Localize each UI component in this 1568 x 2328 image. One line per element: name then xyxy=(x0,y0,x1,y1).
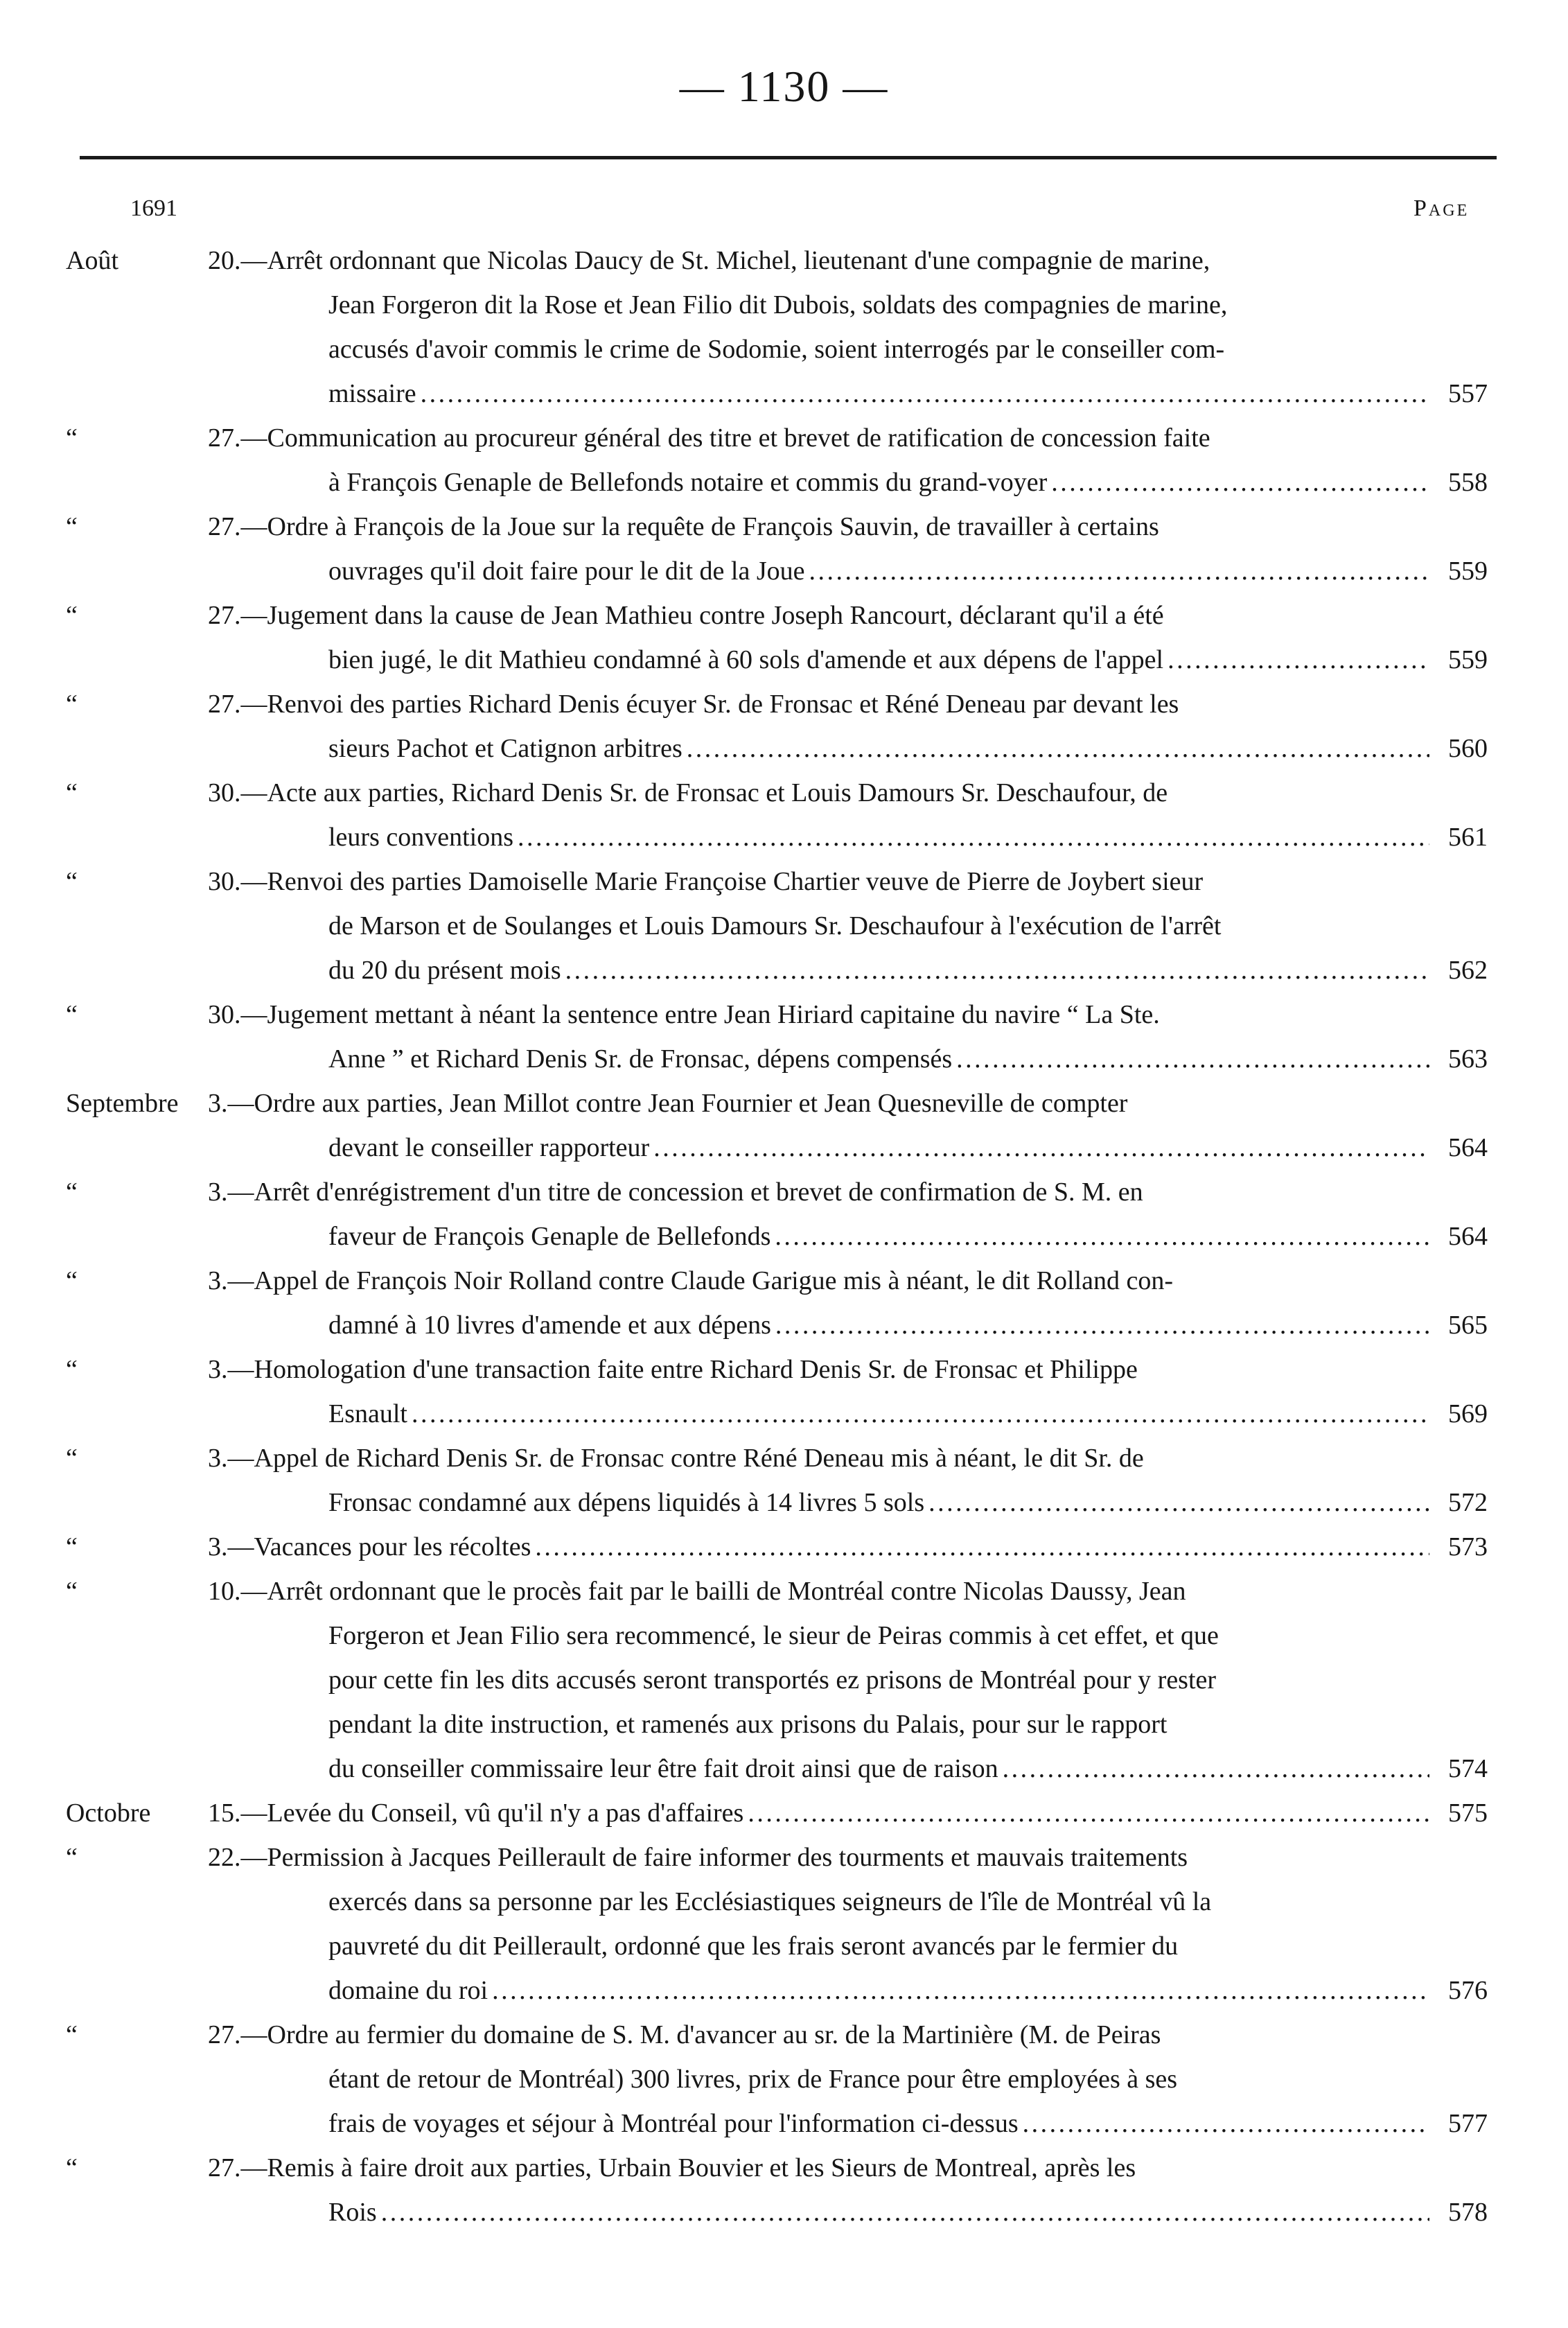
entry-separator: .— xyxy=(221,1089,254,1118)
entry xyxy=(0,1259,1568,1347)
entry-last-line xyxy=(328,1126,1434,1170)
entry-month: “ xyxy=(66,1577,78,1606)
entry-month: “ xyxy=(66,1355,78,1384)
entry-text: Esnault xyxy=(328,1399,407,1428)
entry-separator: .— xyxy=(234,1000,267,1029)
entry-line xyxy=(0,238,1568,283)
dot-leader xyxy=(1023,2101,1429,2146)
entry-text: du conseiller commissaire leur être fait droit ainsi que de raison xyxy=(328,1754,998,1783)
entry-separator: .— xyxy=(221,1266,254,1295)
entry-day: 3 xyxy=(208,1089,221,1118)
page-reference: 557 xyxy=(1448,379,1488,408)
page-reference: 560 xyxy=(1448,734,1488,763)
entry-text: pendant la dite instruction, et ramenés aux prisons du Palais, pour sur le rapport xyxy=(328,1710,1168,1739)
entry-separator: .— xyxy=(234,601,267,630)
entry-text: Jugement mettant à néant la sentence entre Jean Hiriard capitaine du navire “ La Ste. xyxy=(267,1000,1160,1029)
entry-text: missaire xyxy=(328,379,416,408)
entry-month: “ xyxy=(66,1000,78,1029)
entry-text: Remis à faire droit aux parties, Urbain Bouvier et les Sieurs de Montreal, après les xyxy=(267,2153,1136,2182)
entry-last-line xyxy=(328,549,1434,593)
entry-last-line xyxy=(328,1303,1434,1347)
entry xyxy=(0,682,1568,771)
entry-line xyxy=(0,1525,1568,1569)
entry-separator: .— xyxy=(234,690,267,719)
entry-text: Forgeron et Jean Filio sera recommencé, le sieur de Peiras commis à cet effet, et que xyxy=(328,1621,1219,1650)
page-reference: 577 xyxy=(1448,2109,1488,2138)
entry-first-line xyxy=(208,992,1160,1037)
entry-month: “ xyxy=(66,601,78,630)
entry-text: ouvrages qu'il doit faire pour le dit de la Joue xyxy=(328,557,805,586)
entry-separator: .— xyxy=(234,2153,267,2182)
entry xyxy=(0,1170,1568,1259)
entry-last-line xyxy=(328,2190,1434,2234)
year-label: 1691 xyxy=(130,195,177,221)
entry-last-line xyxy=(328,1968,1434,2013)
entry-month: Septembre xyxy=(66,1089,179,1118)
entry-text: sieurs Pachot et Catignon arbitres xyxy=(328,734,682,763)
entry-separator: .— xyxy=(221,1355,254,1384)
entry-line xyxy=(0,1747,1568,1791)
entry-day: 27 xyxy=(208,690,234,719)
entry-line xyxy=(0,1613,1568,1658)
entry-first-line xyxy=(208,1259,1173,1303)
entry-separator: .— xyxy=(234,1843,267,1872)
entry-day: 15 xyxy=(208,1798,234,1828)
entry-last-line xyxy=(328,948,1434,992)
dot-leader xyxy=(1051,460,1429,505)
entry-last-line xyxy=(208,1525,1434,1569)
entry-month: “ xyxy=(66,1266,78,1295)
entry-text: Jean Forgeron dit la Rose et Jean Filio dit Dubois, soldats des compagnies de marine, xyxy=(328,290,1228,320)
entry-text: pour cette fin les dits accusés seront transportés ez prisons de Montréal pour y rester xyxy=(328,1665,1217,1695)
page-reference: 564 xyxy=(1448,1133,1488,1162)
entry-text: Ordre au fermier du domaine de S. M. d'avancer au sr. de la Martinière (M. de Peiras xyxy=(267,2020,1161,2049)
entry-line xyxy=(0,859,1568,904)
entry-separator: .— xyxy=(234,512,267,541)
entry-first-line xyxy=(208,2013,1161,2057)
entry xyxy=(0,2146,1568,2234)
entry-day: 27 xyxy=(208,601,234,630)
entry-line xyxy=(0,1126,1568,1170)
entry-line xyxy=(0,2146,1568,2190)
entry-last-line xyxy=(328,726,1434,771)
entry-separator: .— xyxy=(221,1178,254,1207)
page-reference: 575 xyxy=(1448,1798,1488,1828)
entry-first-line xyxy=(208,1791,743,1835)
entry-first-line xyxy=(208,238,1210,283)
entry-separator: .— xyxy=(221,1532,254,1561)
entry xyxy=(0,238,1568,416)
entry-day: 3 xyxy=(208,1266,221,1295)
entry-line xyxy=(0,505,1568,549)
entry-line xyxy=(0,682,1568,726)
entry-text: devant le conseiller rapporteur xyxy=(328,1133,650,1162)
entry-line xyxy=(0,815,1568,859)
entry-day: 27 xyxy=(208,512,234,541)
entry-line xyxy=(0,1480,1568,1525)
entry-text: à François Genaple de Bellefonds notaire et commis du grand-voyer xyxy=(328,468,1048,497)
entry-day: 20 xyxy=(208,246,234,275)
entry-day: 22 xyxy=(208,1843,234,1872)
entry-first-line xyxy=(208,1347,1138,1392)
entry-text: accusés d'avoir commis le crime de Sodomie, soient interrogés par le conseiller com- xyxy=(328,335,1225,364)
entry-month: “ xyxy=(66,1532,78,1561)
entry-text: Appel de François Noir Rolland contre Claude Garigue mis à néant, le dit Rolland con- xyxy=(254,1266,1173,1295)
entry-last-line xyxy=(328,460,1434,505)
entry-last-line xyxy=(328,2101,1434,2146)
entry-line xyxy=(0,371,1568,416)
entry-line xyxy=(0,638,1568,682)
entry-day: 27 xyxy=(208,2153,234,2182)
entry-first-line xyxy=(208,1835,1188,1880)
entry-first-line xyxy=(208,1525,531,1569)
entry-text: Anne ” et Richard Denis Sr. de Fronsac, dépens compensés xyxy=(328,1044,953,1074)
entry-last-line xyxy=(328,815,1434,859)
entry-text: Renvoi des parties Richard Denis écuyer Sr. de Fronsac et Réné Deneau par devant les xyxy=(267,690,1179,719)
entry xyxy=(0,1436,1568,1525)
entry-line xyxy=(0,1347,1568,1392)
entry-text: Fronsac condamné aux dépens liquidés à 14 livres 5 sols xyxy=(328,1488,925,1517)
page-reference: 578 xyxy=(1448,2198,1488,2227)
entry-line xyxy=(0,327,1568,371)
entry-separator: .— xyxy=(234,246,267,275)
entry-text: Jugement dans la cause de Jean Mathieu contre Joseph Rancourt, déclarant qu'il a été xyxy=(267,601,1164,630)
entry-day: 3 xyxy=(208,1355,221,1384)
page-reference: 564 xyxy=(1448,1222,1488,1251)
entry-month: “ xyxy=(66,778,78,807)
entry-text: de Marson et de Soulanges et Louis Damours Sr. Deschaufour à l'exécution de l'arrêt xyxy=(328,911,1222,940)
entry-separator: .— xyxy=(221,1444,254,1473)
entry-separator: .— xyxy=(234,1798,267,1828)
entry xyxy=(0,416,1568,505)
dot-leader xyxy=(1003,1747,1429,1791)
entry-text: étant de retour de Montréal) 300 livres, prix de France pour être employées à ses xyxy=(328,2065,1178,2094)
entry-first-line xyxy=(208,1170,1143,1214)
entry xyxy=(0,505,1568,593)
entry-month: “ xyxy=(66,2153,78,2182)
entry-text: Ordre à François de la Joue sur la requête de François Sauvin, de travailler à certains xyxy=(267,512,1159,541)
entry-month: “ xyxy=(66,423,78,453)
entry-month: Août xyxy=(66,246,118,275)
entry xyxy=(0,1081,1568,1170)
entry-line xyxy=(0,593,1568,638)
entry xyxy=(0,1569,1568,1791)
entry-text: Arrêt d'enrégistrement d'un titre de concession et brevet de confirmation de S. M. en xyxy=(254,1178,1143,1207)
header-rule xyxy=(80,156,1497,159)
entry-day: 27 xyxy=(208,2020,234,2049)
entry xyxy=(0,771,1568,859)
page-reference: 565 xyxy=(1448,1311,1488,1340)
entry-list xyxy=(0,238,1568,2234)
entry-line xyxy=(0,1968,1568,2013)
page-reference: 574 xyxy=(1448,1754,1488,1783)
dot-leader xyxy=(687,726,1429,771)
entry-month: “ xyxy=(66,2020,78,2049)
dot-leader xyxy=(565,948,1429,992)
entry-separator: .— xyxy=(234,867,267,896)
entry-text: Arrêt ordonnant que le procès fait par le bailli de Montréal contre Nicolas Daussy, Jean xyxy=(267,1577,1186,1606)
dot-leader xyxy=(518,815,1429,859)
entry-first-line xyxy=(208,593,1164,638)
entry-line xyxy=(0,992,1568,1037)
entry xyxy=(0,2013,1568,2146)
entry-text: Homologation d'une transaction faite entre Richard Denis Sr. de Fronsac et Philippe xyxy=(254,1355,1138,1384)
entry-text: domaine du roi xyxy=(328,1976,488,2005)
dot-leader xyxy=(1168,638,1429,682)
entry-separator: .— xyxy=(234,423,267,453)
entry-month: Octobre xyxy=(66,1798,151,1828)
entry-text: pauvreté du dit Peillerault, ordonné que les frais seront avancés par le fermier du xyxy=(328,1932,1179,1961)
entry xyxy=(0,1791,1568,1835)
entry-separator: .— xyxy=(234,1577,267,1606)
entry-line xyxy=(0,1924,1568,1968)
entry-line xyxy=(0,771,1568,815)
entry xyxy=(0,1835,1568,2013)
entry-last-line xyxy=(328,1214,1434,1259)
dot-leader xyxy=(492,1968,1429,2013)
entry-line xyxy=(0,1436,1568,1480)
entry-day: 27 xyxy=(208,423,234,453)
dot-leader xyxy=(412,1392,1429,1436)
entry-text: bien jugé, le dit Mathieu condamné à 60 sols d'amende et aux dépens de l'appel xyxy=(328,645,1164,674)
entry-text: exercés dans sa personne par les Ecclésiastiques seigneurs de l'île de Montréal vû la xyxy=(328,1887,1212,1916)
entry-day: 30 xyxy=(208,1000,234,1029)
entry-first-line xyxy=(208,771,1168,815)
entry-text: faveur de François Genaple de Bellefonds xyxy=(328,1222,771,1251)
page-reference: 573 xyxy=(1448,1532,1488,1561)
entry-line xyxy=(0,1658,1568,1702)
entry-line xyxy=(0,948,1568,992)
entry-separator: .— xyxy=(234,778,267,807)
entry-month: “ xyxy=(66,867,78,896)
dot-leader xyxy=(928,1480,1429,1525)
entry-line xyxy=(0,1569,1568,1613)
page-number: — 1130 — xyxy=(679,62,889,111)
page-reference: 561 xyxy=(1448,823,1488,852)
entry-text: Ordre aux parties, Jean Millot contre Jean Fournier et Jean Quesneville de compter xyxy=(254,1089,1128,1118)
entry xyxy=(0,1347,1568,1436)
entry-line xyxy=(0,2057,1568,2101)
entry-line xyxy=(0,1880,1568,1924)
entry-line xyxy=(0,1214,1568,1259)
entry-first-line xyxy=(208,1081,1127,1126)
entry-text: damné à 10 livres d'amende et aux dépens xyxy=(328,1311,771,1340)
entry-line xyxy=(0,549,1568,593)
entry-line xyxy=(0,1791,1568,1835)
entry-last-line xyxy=(328,1392,1434,1436)
entry-text: Renvoi des parties Damoiselle Marie Françoise Chartier veuve de Pierre de Joybert sieur xyxy=(267,867,1204,896)
entry-day: 10 xyxy=(208,1577,234,1606)
entry-first-line xyxy=(208,505,1159,549)
page-reference: 559 xyxy=(1448,557,1488,586)
entry-line xyxy=(0,1037,1568,1081)
dot-leader xyxy=(653,1126,1429,1170)
page-reference: 562 xyxy=(1448,956,1488,985)
entry-line xyxy=(0,460,1568,505)
entry-text: Vacances pour les récoltes xyxy=(254,1532,531,1561)
entry-line xyxy=(0,283,1568,327)
entry-line xyxy=(0,416,1568,460)
entry-line xyxy=(0,1392,1568,1436)
entry-month: “ xyxy=(66,690,78,719)
entry-text: Appel de Richard Denis Sr. de Fronsac contre Réné Deneau mis à néant, le dit Sr. de xyxy=(254,1444,1144,1473)
entry-first-line xyxy=(208,1569,1186,1613)
dot-leader xyxy=(956,1037,1429,1081)
entry xyxy=(0,992,1568,1081)
entry-line xyxy=(0,2101,1568,2146)
entry-first-line xyxy=(208,682,1179,726)
entry-line xyxy=(0,1081,1568,1126)
entry-text: leurs conventions xyxy=(328,823,514,852)
page-column-label: Page xyxy=(1413,195,1470,221)
entry xyxy=(0,859,1568,992)
entry-day: 3 xyxy=(208,1532,221,1561)
entry-line xyxy=(0,1259,1568,1303)
dot-leader xyxy=(775,1214,1429,1259)
entry-line xyxy=(0,2013,1568,2057)
entry-separator: .— xyxy=(234,2020,267,2049)
entry-line xyxy=(0,904,1568,948)
page-reference: 559 xyxy=(1448,645,1488,674)
page-reference: 572 xyxy=(1448,1488,1488,1517)
entry-line xyxy=(0,1303,1568,1347)
entry-day: 30 xyxy=(208,778,234,807)
entry-line xyxy=(0,1702,1568,1747)
entry-day: 30 xyxy=(208,867,234,896)
entry-line xyxy=(0,1835,1568,1880)
entry-day: 3 xyxy=(208,1178,221,1207)
entry-line xyxy=(0,1170,1568,1214)
entry-first-line xyxy=(208,1436,1144,1480)
page-reference: 563 xyxy=(1448,1044,1488,1074)
entry-month: “ xyxy=(66,1178,78,1207)
dot-leader xyxy=(421,371,1429,416)
entry-first-line xyxy=(208,2146,1136,2190)
entry-first-line xyxy=(208,859,1203,904)
entry-last-line xyxy=(328,638,1434,682)
entry-text: Rois xyxy=(328,2198,377,2227)
entry-day: 3 xyxy=(208,1444,221,1473)
entry-line xyxy=(0,726,1568,771)
entry-line xyxy=(0,2190,1568,2234)
entry-last-line xyxy=(328,1037,1434,1081)
entry-text: Levée du Conseil, vû qu'il n'y a pas d'affaires xyxy=(267,1798,744,1828)
entry-last-line xyxy=(208,1791,1434,1835)
entry-first-line xyxy=(208,416,1210,460)
page-reference: 558 xyxy=(1448,468,1488,497)
entry-last-line xyxy=(328,371,1434,416)
entry-text: Acte aux parties, Richard Denis Sr. de Fronsac et Louis Damours Sr. Deschaufour, de xyxy=(267,778,1168,807)
entry-last-line xyxy=(328,1480,1434,1525)
entry-month: “ xyxy=(66,512,78,541)
page-reference: 569 xyxy=(1448,1399,1488,1428)
entry-text: Permission à Jacques Peillerault de faire informer des tourments et mauvais traitements xyxy=(267,1843,1188,1872)
dot-leader xyxy=(809,549,1430,593)
entry-month: “ xyxy=(66,1843,78,1872)
entry-text: Communication au procureur général des titre et brevet de ratification de concession faite xyxy=(267,423,1210,453)
entry-month: “ xyxy=(66,1444,78,1473)
entry-text: du 20 du présent mois xyxy=(328,956,561,985)
page-reference: 576 xyxy=(1448,1976,1488,2005)
entry xyxy=(0,1525,1568,1569)
entry-text: frais de voyages et séjour à Montréal pour l'information ci-dessus xyxy=(328,2109,1019,2138)
dot-leader xyxy=(775,1303,1429,1347)
entry-last-line xyxy=(328,1747,1434,1791)
entry xyxy=(0,593,1568,682)
entry-text: Arrêt ordonnant que Nicolas Daucy de St. Michel, lieutenant d'une compagnie de marine, xyxy=(267,246,1210,275)
dot-leader xyxy=(748,1791,1429,1835)
dot-leader xyxy=(381,2190,1429,2234)
dot-leader xyxy=(535,1525,1429,1569)
